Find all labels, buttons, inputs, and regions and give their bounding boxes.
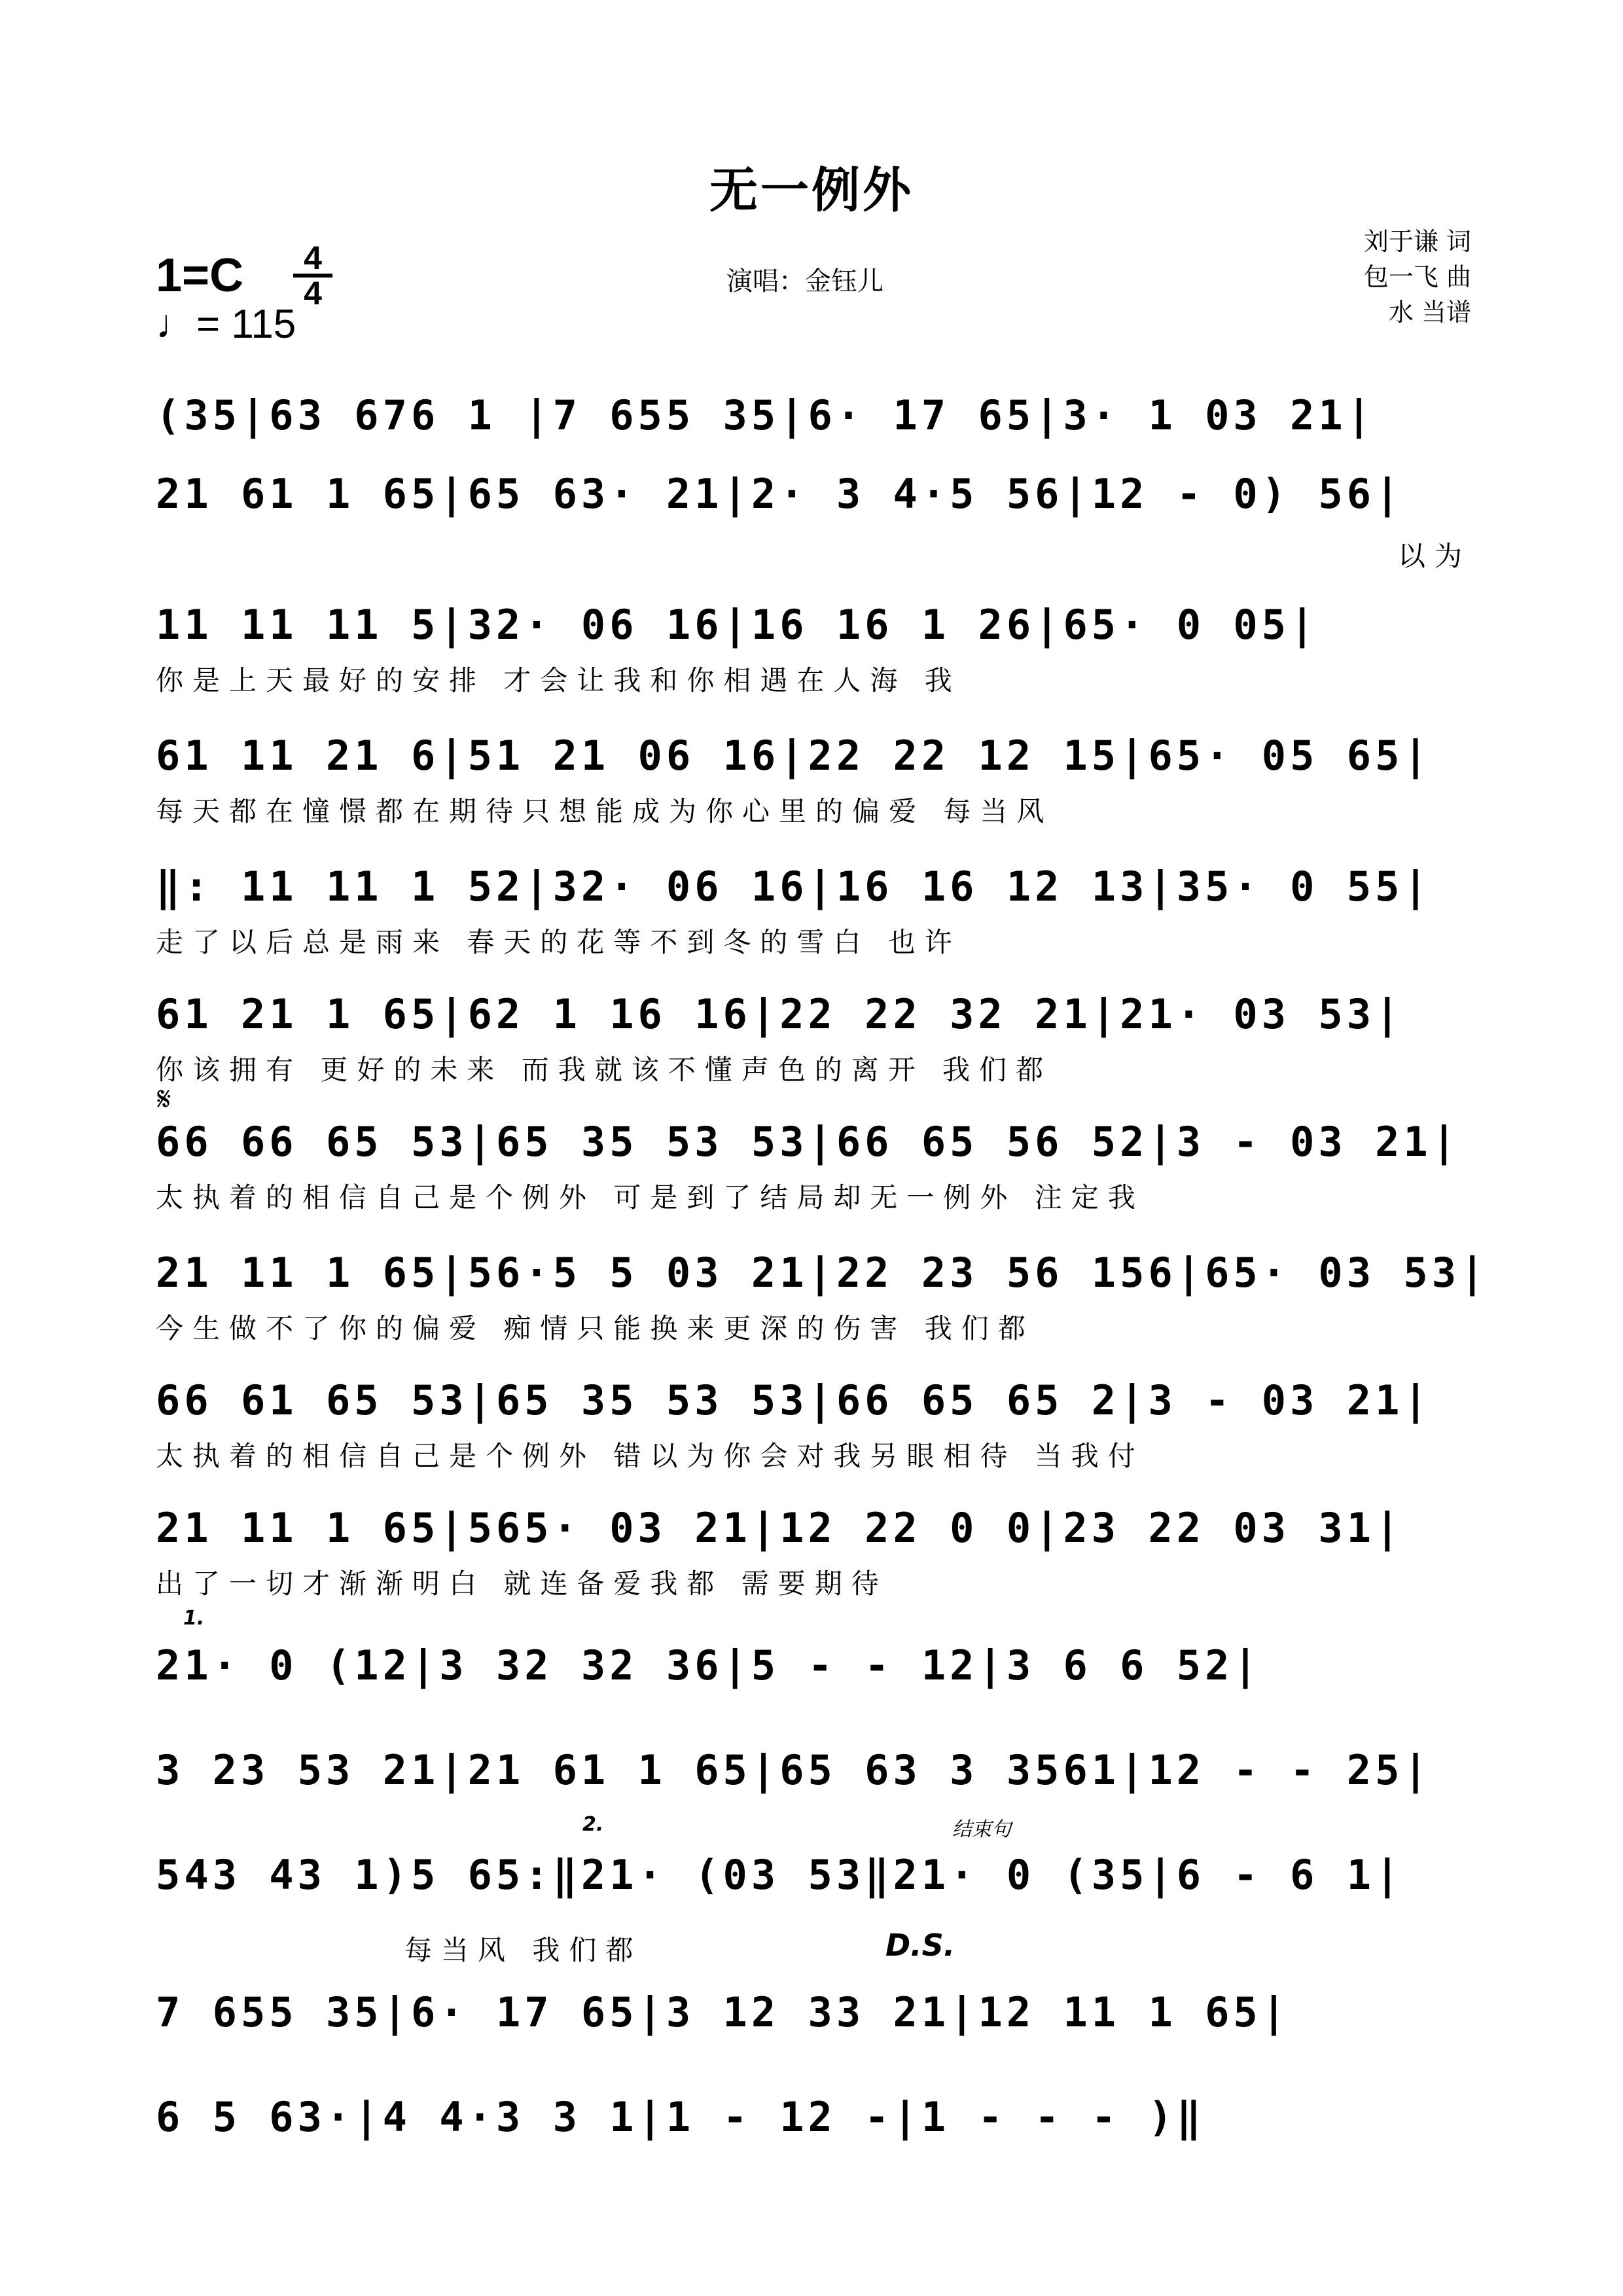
lyric-line: 出了一切才渐渐明白 就连备爱我都 需要期待 <box>156 1568 888 1600</box>
lyric-line: 以为 <box>1397 540 1471 572</box>
time-signature-bottom: 4 <box>304 275 322 312</box>
time-signature <box>293 240 332 312</box>
notation-line: 21 61 1 65|65 63· 21|2· 3 4·5 56|12 - 0) 56| <box>156 470 1404 518</box>
notation-line: (35|63 676 1 |7 655 35|6· 17 65|3· 1 03 21| <box>156 391 1376 439</box>
notation-line: 11 11 11 5|32· 06 16|16 16 1 26|65· 0 05| <box>156 601 1319 649</box>
volta-1-label: 1. <box>183 1607 205 1630</box>
notation-line: 66 66 65 53|65 35 53 53|66 65 56 52|3 - 03 21| <box>156 1118 1461 1166</box>
lyric-line: 太执着的相信自己是个例外 错以为你会对我另眼相待 当我付 <box>156 1440 1145 1472</box>
lyric-line: 你是上天最好的安排 才会让我和你相遇在人海 我 <box>156 664 961 696</box>
notation-line: 3 23 53 21|21 61 1 65|65 63 3 3561|12 - - 25| <box>156 1746 1432 1794</box>
transcriber-credit: 水 当谱 <box>1388 298 1471 327</box>
lyric-line: 太执着的相信自己是个例外 可是到了结局却无一例外 注定我 <box>156 1181 1145 1213</box>
singer-credit: 演唱：金钰儿 <box>726 266 883 296</box>
notation-line: 6 5 63·|4 4·3 3 1|1 - 12 -|1 - - - )‖ <box>156 2093 1205 2141</box>
lyric-line: 你该拥有 更好的未来 而我就该不懂声色的离开 我们都 <box>156 1054 1053 1086</box>
notation-line: 21 11 1 65|565· 03 21|12 22 0 0|23 22 03 31| <box>156 1504 1404 1552</box>
key-signature: 1=C <box>156 249 244 302</box>
composer-credit: 包一飞 曲 <box>1363 262 1471 291</box>
notation-line: 61 11 21 6|51 21 06 16|22 22 12 15|65· 05 65| <box>156 732 1432 780</box>
notation-line: 543 43 1)5 65:‖21· (03 53‖21· 0 (35|6 - 6 1| <box>156 1851 1404 1899</box>
notation-line: 61 21 1 65|62 1 16 16|22 22 32 21|21· 03 53| <box>156 990 1404 1038</box>
notation-line: 7 655 35|6· 17 65|3 12 33 21|12 11 1 65| <box>156 1988 1291 2036</box>
notation-line: 21 11 1 65|56·5 5 03 21|22 23 56 156|65· 03 53| <box>156 1249 1489 1297</box>
lyric-line: 走了以后总是雨来 春天的花等不到冬的雪白 也许 <box>156 926 961 958</box>
tempo-marking: ♩= 115 <box>156 302 296 347</box>
page-title: 无一例外 <box>709 162 914 219</box>
notation-line: ‖: 11 11 1 52|32· 06 16|16 16 12 13|35· 0 55| <box>156 863 1432 910</box>
segno-sign: 𝄋 <box>157 1080 171 1118</box>
credits <box>1364 224 1471 330</box>
ending-label: 结束句 <box>952 1818 1011 1841</box>
time-signature-top: 4 <box>304 240 322 276</box>
notation-line: 66 61 65 53|65 35 53 53|66 65 65 2|3 - 03 21| <box>156 1376 1432 1424</box>
lyric-line: 每当风 我们都 <box>404 1934 643 1966</box>
notation-line: 21· 0 (12|3 32 32 36|5 - - 12|3 6 6 52| <box>156 1641 1262 1689</box>
lyric-line: 每天都在憧憬都在期待只想能成为你心里的偏爱 每当风 <box>156 795 1054 827</box>
lyricist-credit: 刘于谦 词 <box>1363 227 1471 256</box>
volta-2-label: 2. <box>582 1813 604 1836</box>
lyric-line: 今生做不了你的偏爱 痴情只能换来更深的伤害 我们都 <box>156 1312 1035 1344</box>
dal-segno-mark: D.S. <box>885 1928 955 1963</box>
